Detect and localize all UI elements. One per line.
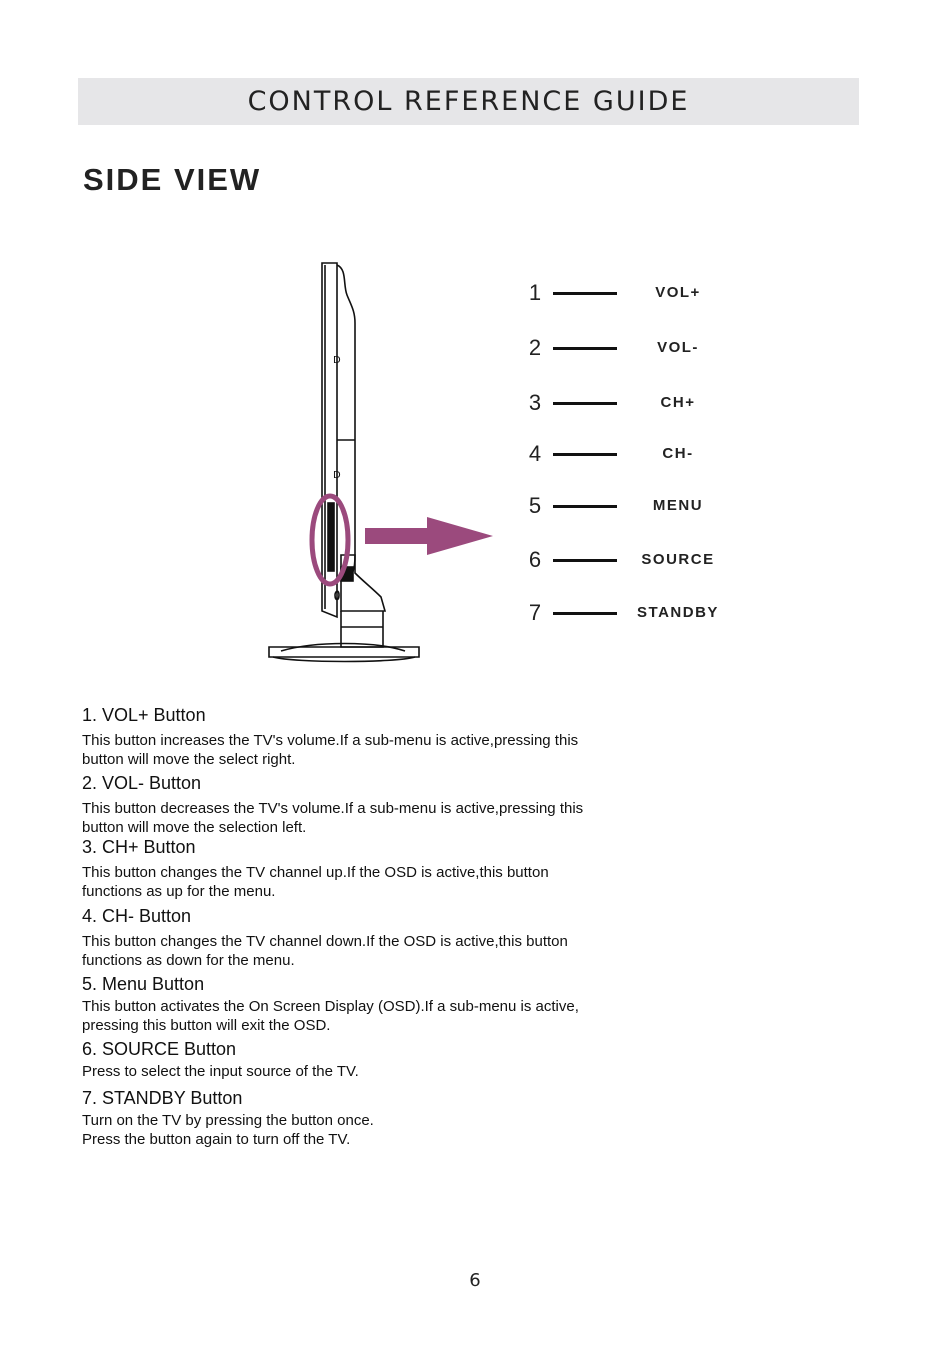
callout-number: 2 bbox=[528, 335, 542, 360]
description-heading: 2. VOL- Button bbox=[82, 773, 202, 793]
callout-leader-line bbox=[553, 453, 617, 456]
description-item bbox=[82, 973, 682, 1035]
description-heading: 5. Menu Button bbox=[82, 974, 205, 994]
callout-ch-minus bbox=[520, 439, 760, 469]
callout-vol-minus bbox=[520, 333, 760, 363]
description-heading: 6. SOURCE Button bbox=[82, 1039, 237, 1059]
callout-number: 1 bbox=[528, 280, 542, 305]
button-marker: D bbox=[333, 470, 341, 481]
description-line: This button increases the TV's volume.If a sub-menu is active,pressing this bbox=[82, 732, 579, 749]
callout-leader-line bbox=[553, 612, 617, 615]
callout-menu bbox=[520, 491, 760, 521]
callout-number: 7 bbox=[528, 600, 542, 625]
callout-leader-line bbox=[553, 505, 617, 508]
description-item bbox=[82, 836, 682, 901]
callout-vol-plus bbox=[520, 278, 760, 308]
description-body bbox=[82, 932, 682, 970]
callout-source bbox=[520, 545, 760, 575]
description-heading: 3. CH+ Button bbox=[82, 837, 196, 857]
description-body bbox=[82, 863, 682, 901]
callout-standby bbox=[520, 598, 760, 628]
description-body bbox=[82, 997, 682, 1035]
callout-number: 5 bbox=[528, 493, 542, 518]
section-title: SIDE VIEW bbox=[83, 162, 262, 197]
description-line: Press to select the input source of the TV. bbox=[82, 1063, 359, 1080]
callout-label: VOL+ bbox=[655, 284, 701, 301]
callout-label: CH- bbox=[662, 445, 694, 462]
description-line: Press the button again to turn off the TV. bbox=[82, 1131, 351, 1148]
callout-number: 3 bbox=[528, 390, 542, 415]
description-heading: 7. STANDBY Button bbox=[82, 1088, 243, 1108]
callout-number: 4 bbox=[528, 441, 542, 466]
callout-number: 6 bbox=[528, 547, 542, 572]
header-band bbox=[78, 78, 859, 125]
callout-leader-line bbox=[553, 559, 617, 562]
description-line: This button changes the TV channel down.If the OSD is active,this button bbox=[82, 933, 568, 950]
tv-side-view-diagram bbox=[255, 255, 505, 675]
description-line: This button decreases the TV's volume.If a sub-menu is active,pressing this bbox=[82, 800, 584, 817]
callout-ch-plus bbox=[520, 388, 760, 418]
callout-label: VOL- bbox=[657, 339, 699, 356]
description-item bbox=[82, 905, 682, 970]
description-body bbox=[82, 1062, 682, 1081]
description-item bbox=[82, 1038, 682, 1081]
description-heading: 4. CH- Button bbox=[82, 906, 192, 926]
button-marker: D bbox=[333, 355, 341, 366]
description-line: This button activates the On Screen Display (OSD).If a sub-menu is active, bbox=[82, 998, 579, 1015]
callout-label: STANDBY bbox=[637, 604, 719, 621]
description-line: pressing this button will exit the OSD. bbox=[82, 1017, 331, 1034]
page-number: 6 bbox=[469, 1270, 481, 1291]
callout-leader-line bbox=[553, 292, 617, 295]
description-item bbox=[82, 1087, 682, 1149]
description-item bbox=[82, 772, 682, 837]
callout-label: MENU bbox=[652, 497, 704, 514]
callout-leader-line bbox=[553, 347, 617, 350]
callout-label: CH+ bbox=[660, 394, 696, 411]
description-line: button will move the select right. bbox=[82, 751, 296, 768]
description-body bbox=[82, 799, 682, 837]
description-line: functions as up for the menu. bbox=[82, 883, 276, 900]
callout-label: SOURCE bbox=[641, 551, 715, 568]
description-line: This button changes the TV channel up.If the OSD is active,this button bbox=[82, 864, 549, 881]
page-header-title: CONTROL REFERENCE GUIDE bbox=[247, 86, 690, 117]
description-item bbox=[82, 704, 682, 769]
description-heading: 1. VOL+ Button bbox=[82, 705, 206, 725]
description-body bbox=[82, 1111, 682, 1149]
description-body bbox=[82, 731, 682, 769]
description-line: functions as down for the menu. bbox=[82, 952, 295, 969]
description-line: button will move the selection left. bbox=[82, 819, 307, 836]
side-control-strip bbox=[328, 503, 334, 571]
description-line: Turn on the TV by pressing the button once. bbox=[82, 1112, 374, 1129]
callout-leader-line bbox=[553, 402, 617, 405]
pointer-arrow-icon bbox=[365, 517, 493, 555]
stand-column bbox=[341, 611, 383, 647]
